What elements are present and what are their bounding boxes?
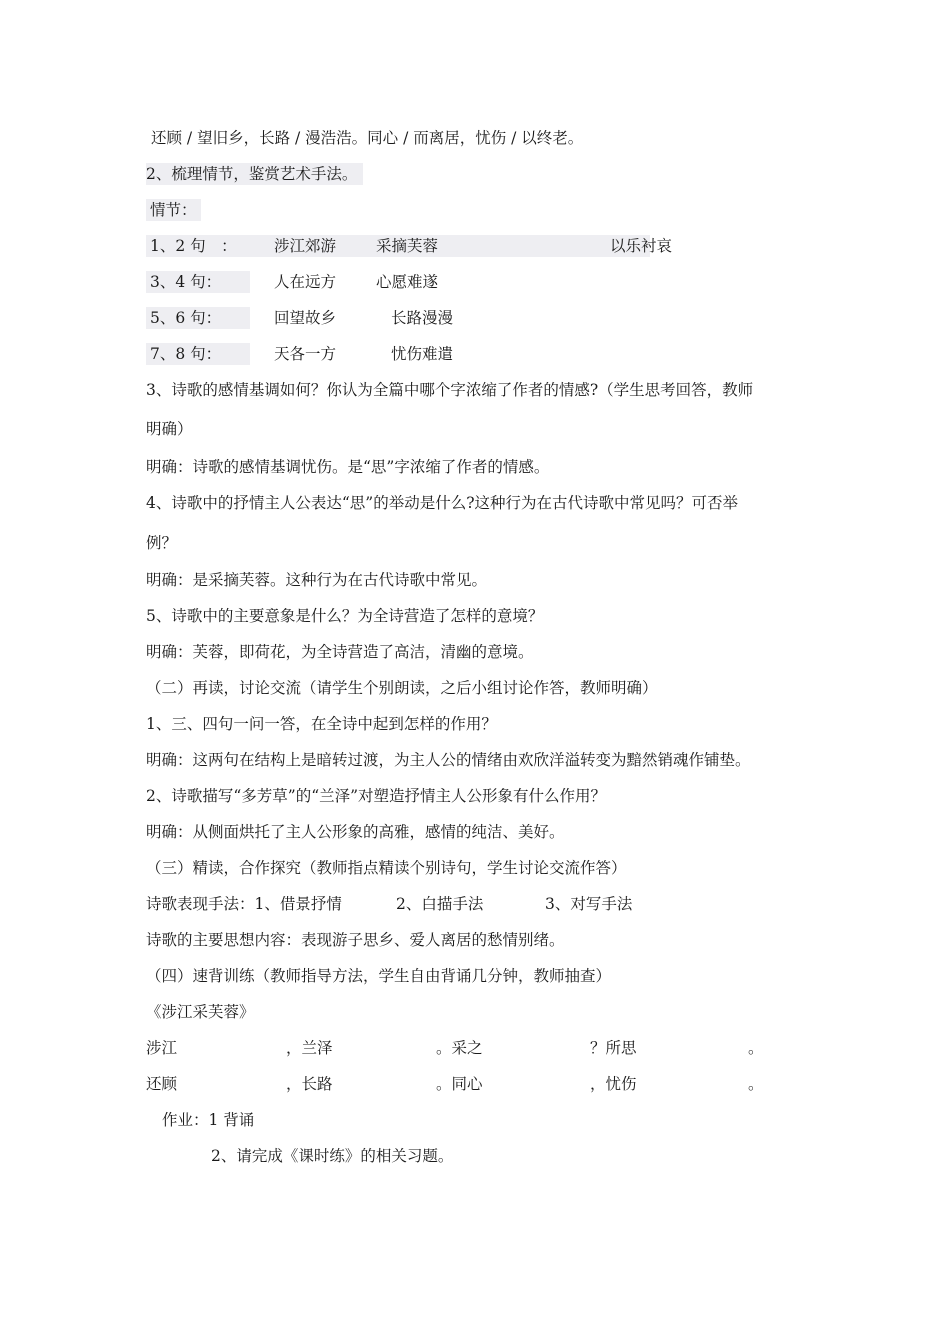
answer-3: 明确：诗歌的感情基调忧伤。是“思”字浓缩了作者的情感。 [146,458,550,476]
poem-title: 《涉江采芙蓉》 [146,1003,255,1021]
poem-line-recitation: 还顾 / 望旧乡，长路 / 漫浩浩。同心 / 而离居，忧伤 / 以终老。 [151,129,584,147]
plot-row-number: 1、2 句 ： [146,235,650,257]
fill-in-fragment: 。 [748,1075,764,1093]
plot-row-scene: 天各一方 [274,345,337,363]
plot-row-action: 采摘芙蓉 [376,237,439,255]
question-3-continued: 明确） [146,420,193,438]
fill-in-fragment: ？所思 [590,1039,637,1057]
technique-1: 诗歌表现手法：1、借景抒情 [146,895,342,913]
question-3: 3、诗歌的感情基调如何？你认为全篇中哪个字浓缩了作者的情感?（学生思考回答，教师 [146,381,754,399]
plot-row-scene: 回望故乡 [274,309,337,327]
plot-row-action: 长路漫漫 [391,309,454,327]
fill-in-fragment: 。采之 [436,1039,483,1057]
answer-4: 明确：是采摘芙蓉。这种行为在古代诗歌中常见。 [146,571,488,589]
question-reread-2: 2、诗歌描写“多芳草”的“兰泽”对塑造抒情主人公形象有什么作用？ [146,787,607,805]
fill-in-fragment: 。同心 [436,1075,483,1093]
plot-row-number: 5、6 句： [146,307,250,329]
plot-row-number: 7、8 句： [146,343,250,365]
homework-1: 作业：1 背诵 [162,1111,255,1129]
section-heading-plot: 2、梳理情节，鉴赏艺术手法。 [146,163,363,185]
main-idea: 诗歌的主要思想内容：表现游子思乡、爱人离居的愁情别绪。 [146,931,565,949]
answer-reread-1: 明确：这两句在结构上是暗转过渡，为主人公的情绪由欢欣洋溢转变为黯然销魂作铺垫。 [146,751,751,769]
fill-in-fragment: 。 [748,1039,764,1057]
section-heading-recitation: （四）速背训练（教师指导方法，学生自由背诵几分钟，教师抽查） [146,967,612,985]
fill-in-fragment: ，长路 [286,1075,333,1093]
question-reread-1: 1、三、四句一问一答，在全诗中起到怎样的作用？ [146,715,497,733]
plot-row-technique: 以乐衬哀 [610,237,673,255]
question-4-continued: 例？ [146,534,178,552]
plot-row-number: 3、4 句： [146,271,250,293]
plot-row-action: 心愿难遂 [376,273,439,291]
technique-3: 3、对写手法 [545,895,633,913]
plot-label: 情节： [146,199,201,221]
section-heading-reread: （二）再读，讨论交流（请学生个别朗读，之后小组讨论作答，教师明确） [146,679,658,697]
homework-2: 2、请完成《课时练》的相关习题。 [211,1147,454,1165]
answer-reread-2: 明确：从侧面烘托了主人公形象的高雅，感情的纯洁、美好。 [146,823,565,841]
technique-2: 2、白描手法 [396,895,484,913]
fill-in-fragment: ，忧伤 [590,1075,637,1093]
answer-5: 明确：芙蓉，即荷花，为全诗营造了高洁，清幽的意境。 [146,643,534,661]
section-heading-close-reading: （三）精读，合作探究（教师指点精读个别诗句，学生讨论交流作答） [146,859,627,877]
question-4: 4、诗歌中的抒情主人公表达“思”的举动是什么?这种行为在古代诗歌中常见吗？可否举 [146,494,739,512]
fill-in-fragment: 还顾 [146,1075,178,1093]
fill-in-fragment: 涉江 [146,1039,178,1057]
plot-row-scene: 人在远方 [274,273,337,291]
plot-row-scene: 涉江郊游 [274,237,337,255]
question-5: 5、诗歌中的主要意象是什么？为全诗营造了怎样的意境？ [146,607,544,625]
plot-row-action: 忧伤难遣 [391,345,454,363]
fill-in-fragment: ，兰泽 [286,1039,333,1057]
